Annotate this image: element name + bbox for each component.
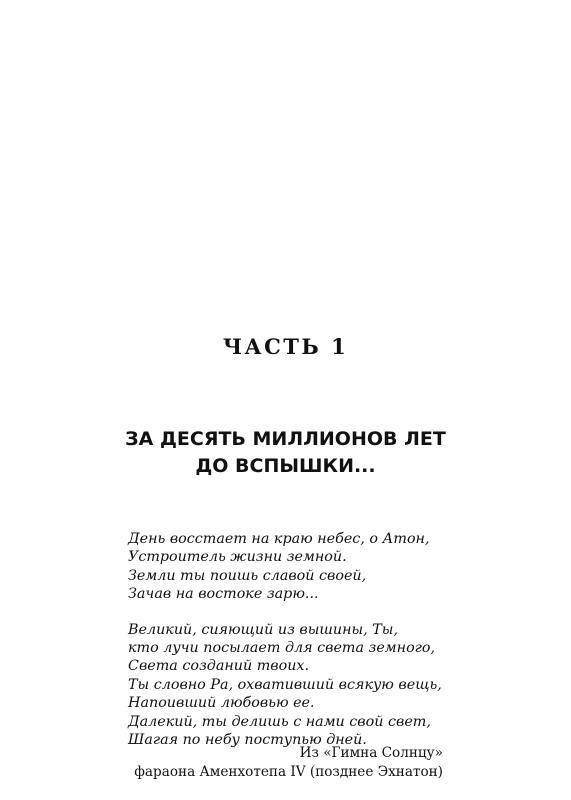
poem-line: День восстает на краю небес, о Атон, [128, 531, 430, 547]
poem-line: Шагая по небу поступью дней. [128, 732, 367, 749]
attribution-line: фараона Аменхотепа IV (позднее Эхнатон) [134, 764, 443, 780]
poem-line: Земли ты поишь славой своей, [128, 567, 367, 584]
poem-line: Напоивший любовью ее. [128, 695, 315, 712]
chapter-title-line: ЗА ДЕСЯТЬ МИЛЛИОНОВ ЛЕТ [125, 428, 446, 450]
poem-line: Ты словно Ра, охвативший всякую вещь, [128, 676, 442, 693]
poem-line: Великий, сияющий из вышины, Ты, [128, 621, 399, 638]
epigraph-attribution [134, 744, 443, 782]
poem-line: Света созданий твоих. [128, 658, 310, 675]
part-title: ЧАСТЬ 1 [222, 334, 349, 359]
attribution-line: Из «Гимна Солнцу» [299, 745, 443, 761]
chapter-title [0, 426, 571, 480]
poem-line: Устроитель жизни земной. [128, 549, 347, 566]
poem-line: Далекий, ты делишь с нами свой свет, [128, 713, 431, 730]
poem-stanza [128, 530, 442, 604]
poem-line: Зачав на востоке зарю... [128, 586, 319, 603]
poem-stanza [128, 621, 442, 750]
poem-line: кто лучи посылает для света земного, [128, 640, 436, 657]
chapter-title-line: ДО ВСПЫШКИ... [195, 455, 376, 477]
epigraph-poem [128, 530, 442, 749]
